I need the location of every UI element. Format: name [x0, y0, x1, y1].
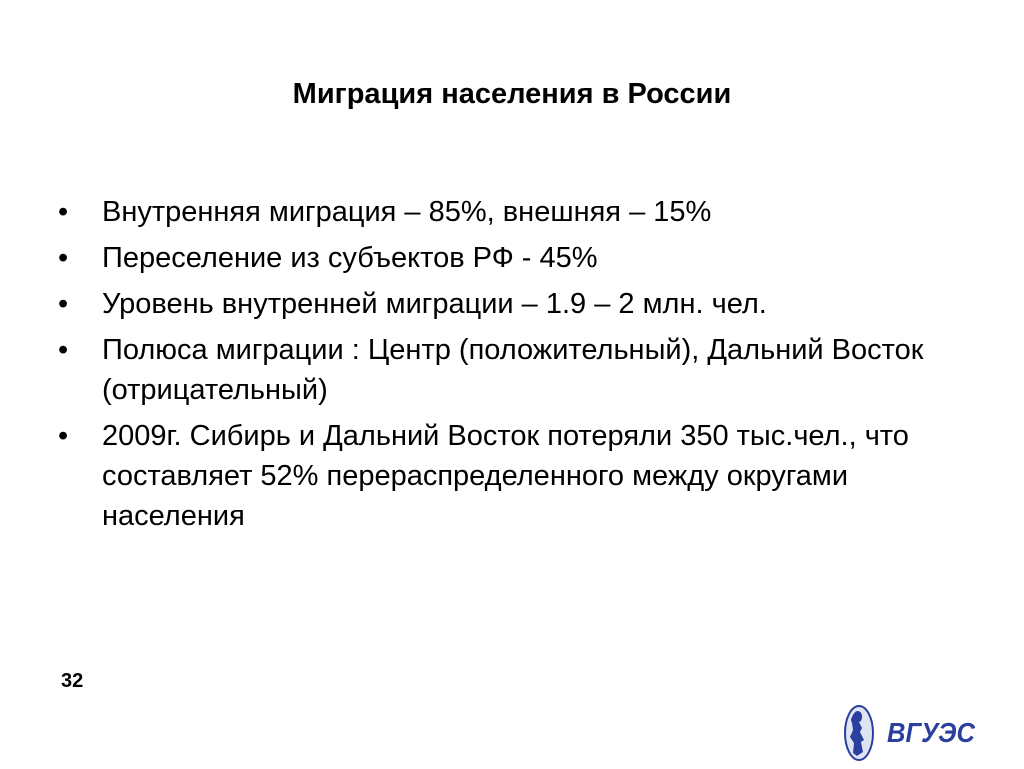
- bullet-marker: •: [58, 242, 69, 274]
- bullet-marker: •: [58, 196, 69, 228]
- bullet-text: Внутренняя миграция – 85%, внешняя – 15%: [102, 196, 712, 228]
- bullet-item: [58, 192, 978, 232]
- bullet-list: [58, 192, 978, 542]
- bullet-item: [58, 284, 978, 324]
- slide-title: Миграция населения в России: [292, 78, 732, 110]
- bullet-marker: •: [58, 420, 69, 452]
- page-number: 32: [61, 670, 84, 692]
- logo-wordmark: ВГУЭС: [887, 717, 976, 748]
- bullet-text: Переселение из субъектов РФ - 45%: [102, 242, 598, 274]
- bullet-item: [58, 416, 978, 536]
- bullet-item: [58, 330, 978, 410]
- bullet-item: [58, 238, 978, 278]
- bullet-marker: •: [58, 334, 69, 366]
- university-logo: [840, 702, 980, 764]
- bullet-text: Уровень внутренней миграции – 1.9 – 2 млн. чел.: [102, 288, 767, 320]
- bullet-text: 2009г. Сибирь и Дальний Восток потеряли 350 тыс.чел., что составляет 52% перераспределенного между округами населения: [102, 420, 909, 532]
- bullet-text: Полюса миграции : Центр (положительный), Дальний Восток (отрицательный): [102, 334, 924, 406]
- bullet-marker: •: [58, 288, 69, 320]
- logo-emblem-icon: [840, 702, 980, 764]
